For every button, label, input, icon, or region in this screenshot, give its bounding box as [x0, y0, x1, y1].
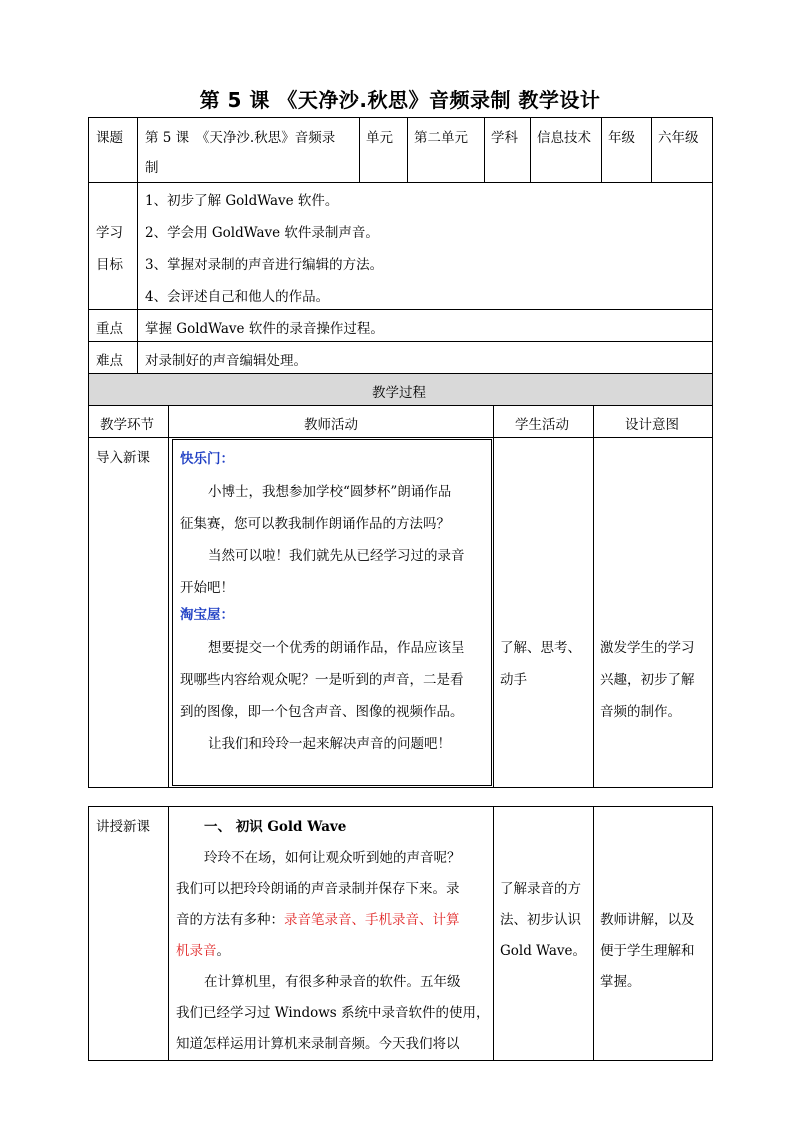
intro-text: 让我们和玲玲一起来解决声音的问题吧！ — [208, 736, 451, 752]
lecture-student-activity: Gold Wave。 — [500, 943, 587, 959]
goals-label-line1: 学习 — [96, 225, 123, 241]
recording-methods: 机录音 — [176, 943, 217, 959]
intro-stage: 导入新课 — [96, 450, 150, 466]
column-header-intent: 设计意图 — [625, 417, 679, 433]
difficulty-value: 对录制好的声音编辑处理。 — [145, 353, 307, 369]
intro-student-activity: 了解、思考、 — [500, 640, 581, 656]
intro-text: 当然可以啦！我们就先从已经学习过的录音 — [208, 548, 465, 564]
unit-value: 第二单元 — [414, 130, 468, 146]
goal-item: 2、学会用 GoldWave 软件录制声音。 — [145, 225, 379, 241]
lecture-text: 我们可以把玲玲朗诵的声音录制并保存下来。录 — [176, 881, 460, 897]
difficulty-label: 难点 — [96, 353, 123, 369]
topic-value-line1: 第 5 课 《天净沙.秋思》音频录 — [145, 130, 336, 146]
intro-intent: 兴趣，初步了解 — [600, 672, 695, 688]
lecture-text: 我们已经学习过 Windows 系统中录音软件的使用， — [176, 1005, 490, 1021]
lecture-text: 音的方法有多种：录音笔录音、手机录音、计算 — [176, 912, 460, 928]
subject-value: 信息技术 — [537, 130, 591, 146]
intro-intent: 激发学生的学习 — [600, 640, 695, 656]
recording-methods: 录音笔录音、手机录音、计算 — [284, 912, 460, 928]
lecture-student-activity: 法、初步认识 — [500, 912, 581, 928]
key-value: 掌握 GoldWave 软件的录音操作过程。 — [145, 321, 384, 337]
intro-heading-2: 淘宝屋： — [180, 607, 234, 623]
unit-label: 单元 — [366, 130, 393, 146]
lecture-student-activity: 了解录音的方 — [500, 881, 581, 897]
goal-item: 1、初步了解 GoldWave 软件。 — [145, 193, 339, 209]
grade-label: 年级 — [608, 130, 635, 146]
grade-value: 六年级 — [658, 130, 699, 146]
intro-heading-1: 快乐门： — [180, 451, 234, 467]
column-header-stage: 教学环节 — [100, 417, 154, 433]
intro-text: 到的图像，即一个包含声音、图像的视频作品。 — [180, 704, 464, 720]
goal-item: 3、掌握对录制的声音进行编辑的方法。 — [145, 257, 384, 273]
intro-intent: 音频的制作。 — [600, 704, 681, 720]
subject-label: 学科 — [491, 130, 518, 146]
lecture-text: 在计算机里，有很多种录音的软件。五年级 — [204, 974, 461, 990]
column-header-student: 学生活动 — [515, 417, 569, 433]
lecture-text: 机录音。 — [176, 943, 230, 959]
intro-student-activity: 动手 — [500, 672, 527, 688]
lecture-text: 知道怎样运用计算机来录制音频。今天我们将以 — [176, 1036, 460, 1052]
topic-value-line2: 制 — [145, 160, 159, 176]
topic-label: 课题 — [96, 130, 123, 146]
lecture-intent: 掌握。 — [600, 974, 641, 990]
key-label: 重点 — [96, 321, 123, 337]
goals-label-line2: 目标 — [96, 257, 123, 273]
goal-item: 4、会评述自己和他人的作品。 — [145, 289, 330, 305]
intro-text: 想要提交一个优秀的朗诵作品，作品应该呈 — [208, 640, 465, 656]
lecture-stage: 讲授新课 — [96, 819, 150, 835]
intro-text: 征集赛，您可以教我制作朗诵作品的方法吗？ — [180, 516, 450, 532]
lecture-intent: 便于学生理解和 — [600, 943, 695, 959]
page-title: 第 5 课 《天净沙.秋思》音频录制 教学设计 — [199, 88, 601, 112]
intro-text: 小博士，我想参加学校“圆梦杯”朗诵作品 — [208, 484, 452, 500]
process-header: 教学过程 — [372, 385, 426, 401]
lecture-heading: 一、 初识 Gold Wave — [204, 819, 347, 835]
lecture-intent: 教师讲解，以及 — [600, 912, 695, 928]
column-header-teacher: 教师活动 — [304, 417, 358, 433]
lecture-text: 玲玲不在场，如何让观众听到她的声音呢？ — [204, 850, 461, 866]
intro-text: 现哪些内容给观众呢？一是听到的声音，二是看 — [180, 672, 464, 688]
intro-text: 开始吧！ — [180, 580, 234, 596]
